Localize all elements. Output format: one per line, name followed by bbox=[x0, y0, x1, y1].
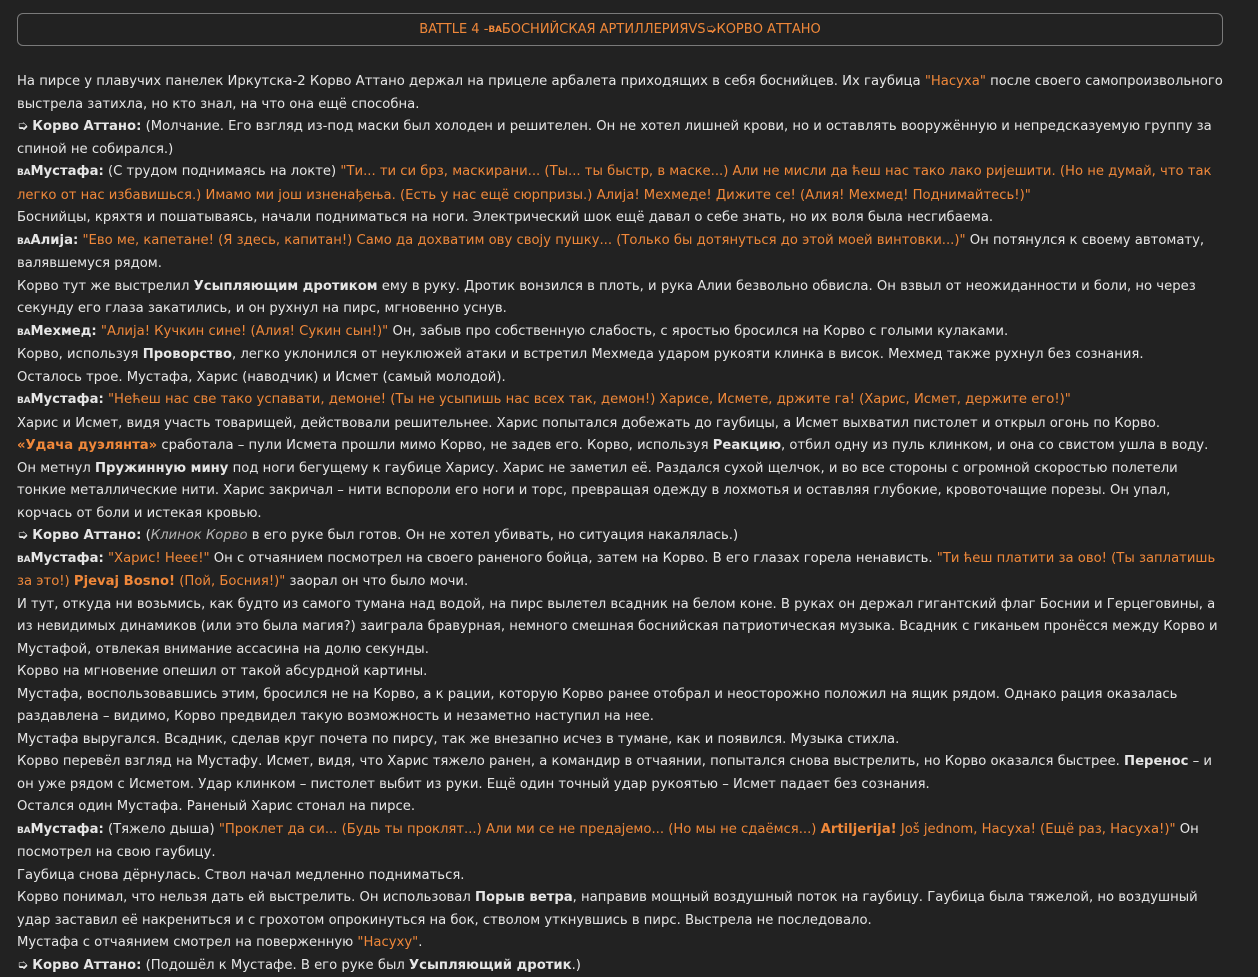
paragraph: И тут, откуда ни возьмись, как будто из самого тумана над водой, на пирс вылетел всадник на белом коне. В руках он держал гигантский флаг Боснии и Герцеговины, а из невидимых динамиков (или это была магия?) заиграла бравурная, немного смешная боснийская патриотическая музыка. Всадник с гиканьем пронёсся между Корво и Мустафой, отвлекая внимание ассасина на долю секунды. bbox=[17, 594, 1225, 662]
paragraph: Мустафа с отчаянием смотрел на поверженную "Насуху". bbox=[17, 932, 1225, 955]
speaker-corvo: Корво Аттано: bbox=[32, 528, 141, 543]
ba-flag-icon: BA bbox=[17, 237, 30, 247]
paragraph: ➭ Корво Аттано: (Клинок Корво в его руке был готов. Он не хотел убивать, но ситуация накалялась.) bbox=[17, 525, 1225, 548]
speaker-mustafa: Мустафа: bbox=[30, 164, 103, 179]
battle-header bbox=[17, 13, 1223, 46]
ba-flag-icon: BA bbox=[17, 328, 30, 338]
ba-flag-icon: BA bbox=[17, 168, 30, 178]
paragraph: «Удача дуэлянта» сработала – пули Исмета прошли мимо Корво, не задев его. Корво, используя Реакцию, отбил одну из пуль клинком, и она со свистом ушла в воду. bbox=[17, 435, 1225, 458]
paragraph: Корво понимал, что нельзя дать ей выстрелить. Он использовал Порыв ветра, направив мощный воздушный поток на гаубицу. Гаубица была тяжелой, но воздушный удар заставил её накрениться и с грохотом опрокинуться на бок, стволом уткнувшись в пирс. Выстрела не последовало. bbox=[17, 887, 1225, 932]
speaker-mustafa: Мустафа: bbox=[30, 392, 103, 407]
story-body bbox=[17, 71, 1225, 977]
arrow-icon: ➭ bbox=[17, 528, 28, 543]
paragraph: Корво перевёл взгляд на Мустафу. Исмет, видя, что Харис тяжело ранен, а командир в отчаянии, попытался снова выстрелить, но Корво оказался быстрее. Перенос – и он уже рядом с Исметом. Удар клинком – пистолет выбит из руки. Ещё один точный удар рукоятью – Исмет падает без сознания. bbox=[17, 751, 1225, 796]
header-prefix: BATTLE 4 - bbox=[419, 22, 488, 37]
paragraph: BAМустафа: "Харис! Нееє!" Он с отчаянием посмотрел на своего раненого бойца, затем на Корво. В его глазах горела ненависть. "Ти ћеш платити за ово! (Ты заплатишь за это!) Pjevaj Bosno! (Пой, Босния!)" заорал он что было мочи. bbox=[17, 548, 1225, 594]
speaker-corvo: Корво Аттано: bbox=[32, 119, 141, 134]
speaker-alija: Алија: bbox=[30, 233, 78, 248]
paragraph: Гаубица снова дёрнулась. Ствол начал медленно подниматься. bbox=[17, 865, 1225, 888]
paragraph: Боснийцы, кряхтя и пошатываясь, начали подниматься на ноги. Электрический шок ещё давал о себе знать, но их воля была несгибаема. bbox=[17, 207, 1225, 230]
paragraph: Осталось трое. Мустафа, Харис (наводчик) и Исмет (самый молодой). bbox=[17, 367, 1225, 390]
arrow-icon: ➭ bbox=[706, 22, 717, 37]
ba-flag-icon: BA bbox=[17, 396, 30, 406]
paragraph: На пирсе у плавучих панелек Иркутска-2 Корво Аттано держал на прицеле арбалета приходящих в себя боснийцев. Их гаубица "Насуха" после своего самопроизвольного выстрела затихла, но кто знал, на что она ещё способна. bbox=[17, 71, 1225, 116]
speaker-mustafa: Мустафа: bbox=[30, 822, 103, 837]
paragraph: ➭ Корво Аттано: (Подошёл к Мустафе. В его руке был Усыпляющий дротик.) bbox=[17, 955, 1225, 977]
ba-flag-icon: BA bbox=[488, 25, 501, 35]
paragraph: Корво тут же выстрелил Усыпляющим дротиком ему в руку. Дротик вонзился в плоть, и рука Алии безвольно обвисла. Он взвыл от неожиданности и боли, но через секунду его глаза закатились, и он рухнул на пирс, мгновенно уснув. bbox=[17, 276, 1225, 321]
header-vs: VS bbox=[688, 22, 705, 37]
speaker-mustafa: Мустафа: bbox=[30, 551, 103, 566]
paragraph: Корво на мгновение опешил от такой абсурдной картины. bbox=[17, 661, 1225, 684]
paragraph: Корво, используя Проворство, легко уклонился от неуклюжей атаки и встретил Мехмеда ударом рукояти клинка в висок. Мехмед также рухнул без сознания. bbox=[17, 344, 1225, 367]
paragraph: Мустафа выругался. Всадник, сделав круг почета по пирсу, так же внезапно исчез в тумане, как и появился. Музыка стихла. bbox=[17, 729, 1225, 752]
paragraph: Он метнул Пружинную мину под ноги бегущему к гаубице Харису. Харис не заметил её. Раздался сухой щелчок, и во все стороны с огромной скоростью полетели тонкие металлические нити. Харис закричал – нити вспороли его ноги и торс, превращая одежду в лохмотья и оставляя глубокие, кровоточащие порезы. Он упал, корчась от боли и истекая кровью. bbox=[17, 458, 1225, 526]
paragraph: BAАлија: "Ево ме, капетане! (Я здесь, капитан!) Само да дохватим ову своју пушку... (Только бы дотянуться до этой моей винтовки...)" Он потянулся к своему автомату, валявшемуся рядом. bbox=[17, 230, 1225, 276]
speaker-corvo: Корво Аттано: bbox=[32, 958, 141, 973]
paragraph: Остался один Мустафа. Раненый Харис стонал на пирсе. bbox=[17, 796, 1225, 819]
header-team-b: КОРВО АТТАНО bbox=[716, 22, 820, 37]
ba-flag-icon: BA bbox=[17, 555, 30, 565]
ba-flag-icon: BA bbox=[17, 826, 30, 836]
header-team-a: БОСНИЙСКАЯ АРТИЛЛЕРИЯ bbox=[502, 22, 689, 37]
arrow-icon: ➭ bbox=[17, 119, 28, 134]
paragraph: ➭ Корво Аттано: (Молчание. Его взгляд из-под маски был холоден и решителен. Он не хотел лишней крови, но и оставлять вооружённую и непредсказуемую группу за спиной не собирался.) bbox=[17, 116, 1225, 161]
paragraph: BAМустафа: "Нећеш нас све тако успавати, демоне! (Ты не усыпишь нас всех так, демон!) Харисе, Исмете, држите га! (Харис, Исмет, держите его!)" bbox=[17, 389, 1225, 413]
paragraph: Мустафа, воспользовавшись этим, бросился не на Корво, а к рации, которую Корво ранее отобрал и неосторожно положил на ящик рядом. Однако рация оказалась раздавлена – видимо, Корво предвидел такую возможность и незаметно наступил на нее. bbox=[17, 684, 1225, 729]
speaker-mehmed: Мехмед: bbox=[30, 324, 96, 339]
arrow-icon: ➭ bbox=[17, 958, 28, 973]
paragraph: BAМустафа: (С трудом поднимаясь на локте) "Ти... ти си брз, маскирани... (Ты... ты быстр, в маске...) Али не мисли да ћеш нас тако лако ријешити. (Но не думай, что так легко от нас избавишься.) Имамо ми још изненађења. (Есть у нас ещё сюрпризы.) Алија! Мехмеде! Дижите се! (Алия! Мехмед! Поднимайтесь!)" bbox=[17, 161, 1225, 207]
paragraph: BAМехмед: "Алија! Кучкин сине! (Алия! Сукин сын!)" Он, забыв про собственную слабость, с яростью бросился на Корво с голыми кулаками. bbox=[17, 321, 1225, 345]
paragraph: Харис и Исмет, видя участь товарищей, действовали решительнее. Харис попытался добежать до гаубицы, а Исмет выхватил пистолет и открыл огонь по Корво. bbox=[17, 413, 1225, 436]
paragraph: BAМустафа: (Тяжело дыша) "Проклет да си... (Будь ты проклят...) Али ми се не предајемо... (Но мы не сдаёмся...) Artiljerija! Još jednom, Насуха! (Ещё раз, Насуха!)" Он посмотрел на свою гаубицу. bbox=[17, 819, 1225, 865]
